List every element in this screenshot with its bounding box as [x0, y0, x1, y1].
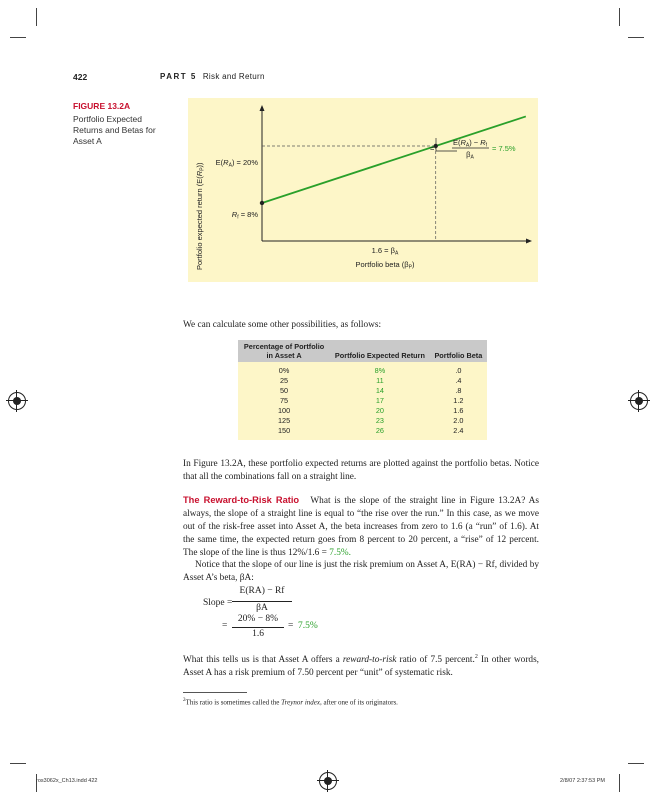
series-line: [262, 116, 526, 203]
part-label: PART 5: [160, 72, 197, 81]
intro-text: We can calculate some other possibilities, as follows:: [183, 320, 382, 330]
equation-lhs: Slope =: [203, 598, 233, 608]
equation-num2: 20% − 8%: [237, 614, 279, 624]
table-row: 25 11 .4: [280, 376, 462, 385]
table-row: 50 14 .8: [280, 386, 462, 395]
y-marker-label: $E(R_A) = 20\%$: [215, 158, 258, 169]
running-head: [160, 72, 265, 81]
table-row: 75 17 1.2: [280, 396, 464, 405]
page-number: 422: [73, 72, 88, 82]
crop-mark: [619, 8, 620, 26]
slope-equals-sign: =: [430, 144, 435, 153]
footnote-rule: [183, 692, 247, 693]
slope-numerator: $E(R_A) - R_f$: [452, 138, 488, 149]
crop-mark: [10, 37, 26, 38]
table-row: 100 20 1.6: [277, 406, 464, 415]
figure-caption: Portfolio Expected Returns and Betas for Asset A: [73, 114, 156, 146]
equation-result-eq: =: [288, 621, 294, 631]
slug-date: 2/8/07 2:37:53 PM: [560, 778, 605, 784]
footnote-ref: 2: [474, 654, 478, 660]
y-axis-arrow: [260, 105, 265, 111]
paragraph-3: Notice that the slope of our line is just the risk premium on Asset A, E(RA) − Rf, divided by Asset A’s beta, βA:: [183, 560, 539, 583]
possibilities-table: [238, 340, 487, 440]
crop-mark: [10, 763, 26, 764]
slug-file: ros3062x_Ch13.indd 422: [36, 778, 98, 784]
registration-mark-right: [630, 392, 648, 410]
crop-mark: [628, 37, 644, 38]
equation-bar2: [232, 627, 284, 628]
crop-mark: [36, 8, 37, 26]
slope-denominator: $\beta_A$: [466, 150, 474, 161]
part-title: Risk and Return: [202, 72, 265, 81]
crop-mark: [619, 774, 620, 792]
equation-eq2: =: [222, 621, 228, 631]
paragraph-1: In Figure 13.2A, these portfolio expected returns are plotted against the portfolio betas. Notice that all the combinations fall on a straight line.: [183, 459, 539, 482]
x-axis-arrow: [526, 239, 532, 244]
rf-label: $R_f = 8\%$: [231, 210, 258, 221]
equation-result: 7.5%: [298, 621, 318, 631]
section-heading: The Reward-to-Risk Ratio: [183, 495, 300, 505]
y-axis-title: Portfolio expected return $(E(R_P))$: [195, 162, 206, 270]
x-marker-label: $1.6 = \beta_A$: [371, 246, 399, 257]
col-header-expected-return: Portfolio Expected Return: [330, 340, 430, 362]
equation-den2: 1.6: [252, 629, 264, 639]
crop-mark: [628, 763, 644, 764]
registration-mark-left: [8, 392, 26, 410]
chart-panel: [188, 98, 538, 282]
slope-value: = 7.5%: [492, 144, 516, 153]
table-row: 125 23 2.0: [277, 416, 464, 425]
footnote: $^2$This ratio is sometimes called the Treynor index, after one of its originators.: [183, 698, 398, 707]
point-risk-free: [260, 201, 264, 205]
paragraph-2-result: 7.5%.: [329, 548, 351, 558]
table-row: 0% 8% .0: [278, 366, 462, 375]
equation-num1: E(RA) − Rf: [239, 586, 285, 596]
table-header-row: [238, 340, 487, 362]
col-header-beta: Portfolio Beta: [430, 340, 487, 362]
paragraph-2-text: What is the slope of the straight line in Figure 13.2A? As always, the slope of a straight line is equal to “the rise over the run.” In this case, as we move out of the risk-free asset into Asset A, the beta increases from zero to 1.6 (a “run” of 1.6). At the same time, the expected return goes from 8 percent to 20 percent, a “rise” of 12 percent. The slope of the line is thus 12%/1.6 =: [183, 496, 540, 558]
x-axis-title: Portfolio beta $(\beta_P)$: [355, 260, 415, 271]
chart: [188, 98, 538, 282]
col-header-percentage: Percentage of Portfolio in Asset A: [238, 340, 330, 362]
paragraph-2: [183, 494, 539, 560]
equation-den1: βA: [256, 603, 268, 613]
table-row: 150 26 2.4: [277, 426, 464, 435]
equation-bar1: [232, 601, 292, 602]
paragraph-4: What this tells us is that Asset A offers a reward-to-risk ratio of 7.5 percent.$^2$ In other words, Asset A has a risk premium of 7.50 percent per “unit” of systematic risk.: [183, 654, 540, 679]
registration-mark-bottom: [319, 772, 337, 790]
figure-label: FIGURE 13.2A: [73, 101, 131, 111]
reward-to-risk-term: reward-to-risk: [342, 655, 397, 666]
